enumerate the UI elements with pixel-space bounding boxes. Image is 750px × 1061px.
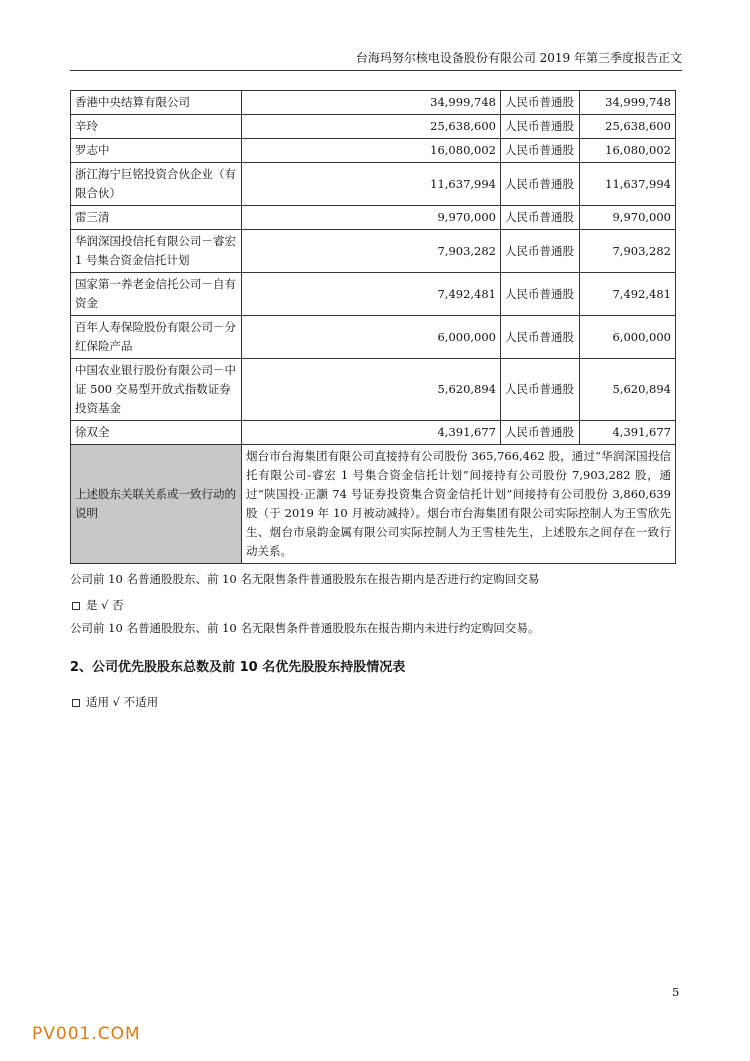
report-header-title: 台海玛努尔核电设备股份有限公司 2019 年第三季度报告正文 (355, 51, 682, 65)
class-shares: 9,970,000 (580, 206, 676, 230)
class-shares: 7,492,481 (580, 273, 676, 316)
class-shares: 6,000,000 (580, 316, 676, 359)
share-class: 人民币普通股 (501, 230, 580, 273)
class-shares: 5,620,894 (580, 359, 676, 421)
shares-held: 5,620,894 (242, 359, 501, 421)
table-row (71, 316, 676, 359)
share-class: 人民币普通股 (501, 421, 580, 445)
page-number: 5 (672, 985, 680, 999)
shares-held: 11,637,994 (242, 163, 501, 206)
class-shares: 7,903,282 (580, 230, 676, 273)
table-row (71, 115, 676, 139)
repo-answer: 公司前 10 名普通股股东、前 10 名无限售条件普通股股东在报告期内未进行约定购回交易。 (70, 621, 540, 635)
shareholder-name: 辛玲 (71, 115, 242, 139)
checkbox-icon (72, 699, 80, 707)
share-class: 人民币普通股 (501, 139, 580, 163)
share-class: 人民币普通股 (501, 206, 580, 230)
shareholder-name: 国家第一养老金信托公司－自有资金 (71, 273, 242, 316)
table-row (71, 91, 676, 115)
shares-held: 9,970,000 (242, 206, 501, 230)
shares-held: 34,999,748 (242, 91, 501, 115)
table-row (71, 359, 676, 421)
share-class: 人民币普通股 (501, 163, 580, 206)
share-class: 人民币普通股 (501, 273, 580, 316)
shareholder-name: 百年人寿保险股份有限公司－分红保险产品 (71, 316, 242, 359)
shares-held: 7,903,282 (242, 230, 501, 273)
table-row (71, 206, 676, 230)
class-shares: 4,391,677 (580, 421, 676, 445)
shareholder-name: 雷三清 (71, 206, 242, 230)
share-class: 人民币普通股 (501, 91, 580, 115)
watermark: PV001.COM (32, 1024, 141, 1044)
shares-held: 7,492,481 (242, 273, 501, 316)
shareholder-name: 香港中央结算有限公司 (71, 91, 242, 115)
shareholder-table (70, 90, 676, 564)
share-class: 人民币普通股 (501, 115, 580, 139)
repo-options (70, 596, 124, 614)
share-class: 人民币普通股 (501, 359, 580, 421)
class-shares: 34,999,748 (580, 91, 676, 115)
relation-text: 烟台市台海集团有限公司直接持有公司股份 365,766,462 股，通过“华润深国投信托有限公司-睿宏 1 号集合资金信托计划”间接持有公司股份 7,903,282 股，通过“陕国投·正灏 74 号证券投资集合资金信托计划”间接持有公司股份 3,860,639 股（于 2019 年 10 月被动减持）。烟台市台海集团有限公司实际控制人为王雪欣先生、烟台市泉韵金属有限公司实际控制人为王雪桂先生，上述股东之间存在一致行动关系。 (242, 445, 676, 564)
relation-label: 上述股东关联关系或一致行动的说明 (71, 445, 242, 564)
share-class: 人民币普通股 (501, 316, 580, 359)
report-header (70, 48, 682, 71)
class-shares: 25,638,600 (580, 115, 676, 139)
table-row (71, 230, 676, 273)
section-heading: 2、公司优先股股东总数及前 10 名优先股股东持股情况表 (70, 660, 406, 675)
relation-row (71, 445, 676, 564)
shareholder-name: 中国农业银行股份有限公司－中证 500 交易型开放式指数证券投资基金 (71, 359, 242, 421)
class-shares: 11,637,994 (580, 163, 676, 206)
repo-options-text: 是 √ 否 (86, 598, 124, 612)
class-shares: 16,080,002 (580, 139, 676, 163)
shareholder-name: 浙江海宁巨铭投资合伙企业（有限合伙） (71, 163, 242, 206)
shares-held: 6,000,000 (242, 316, 501, 359)
shareholder-name: 华润深国投信托有限公司－睿宏 1 号集合资金信托计划 (71, 230, 242, 273)
repo-question: 公司前 10 名普通股股东、前 10 名无限售条件普通股股东在报告期内是否进行约定购回交易 (70, 572, 540, 586)
table-row (71, 139, 676, 163)
shareholder-name: 罗志中 (71, 139, 242, 163)
table-row (71, 421, 676, 445)
shares-held: 16,080,002 (242, 139, 501, 163)
shareholder-name: 徐双全 (71, 421, 242, 445)
table-row (71, 273, 676, 316)
shares-held: 4,391,677 (242, 421, 501, 445)
preferred-options-text: 适用 √ 不适用 (86, 695, 159, 709)
table-row (71, 163, 676, 206)
shares-held: 25,638,600 (242, 115, 501, 139)
checkbox-icon (72, 602, 80, 610)
preferred-options (70, 693, 158, 711)
